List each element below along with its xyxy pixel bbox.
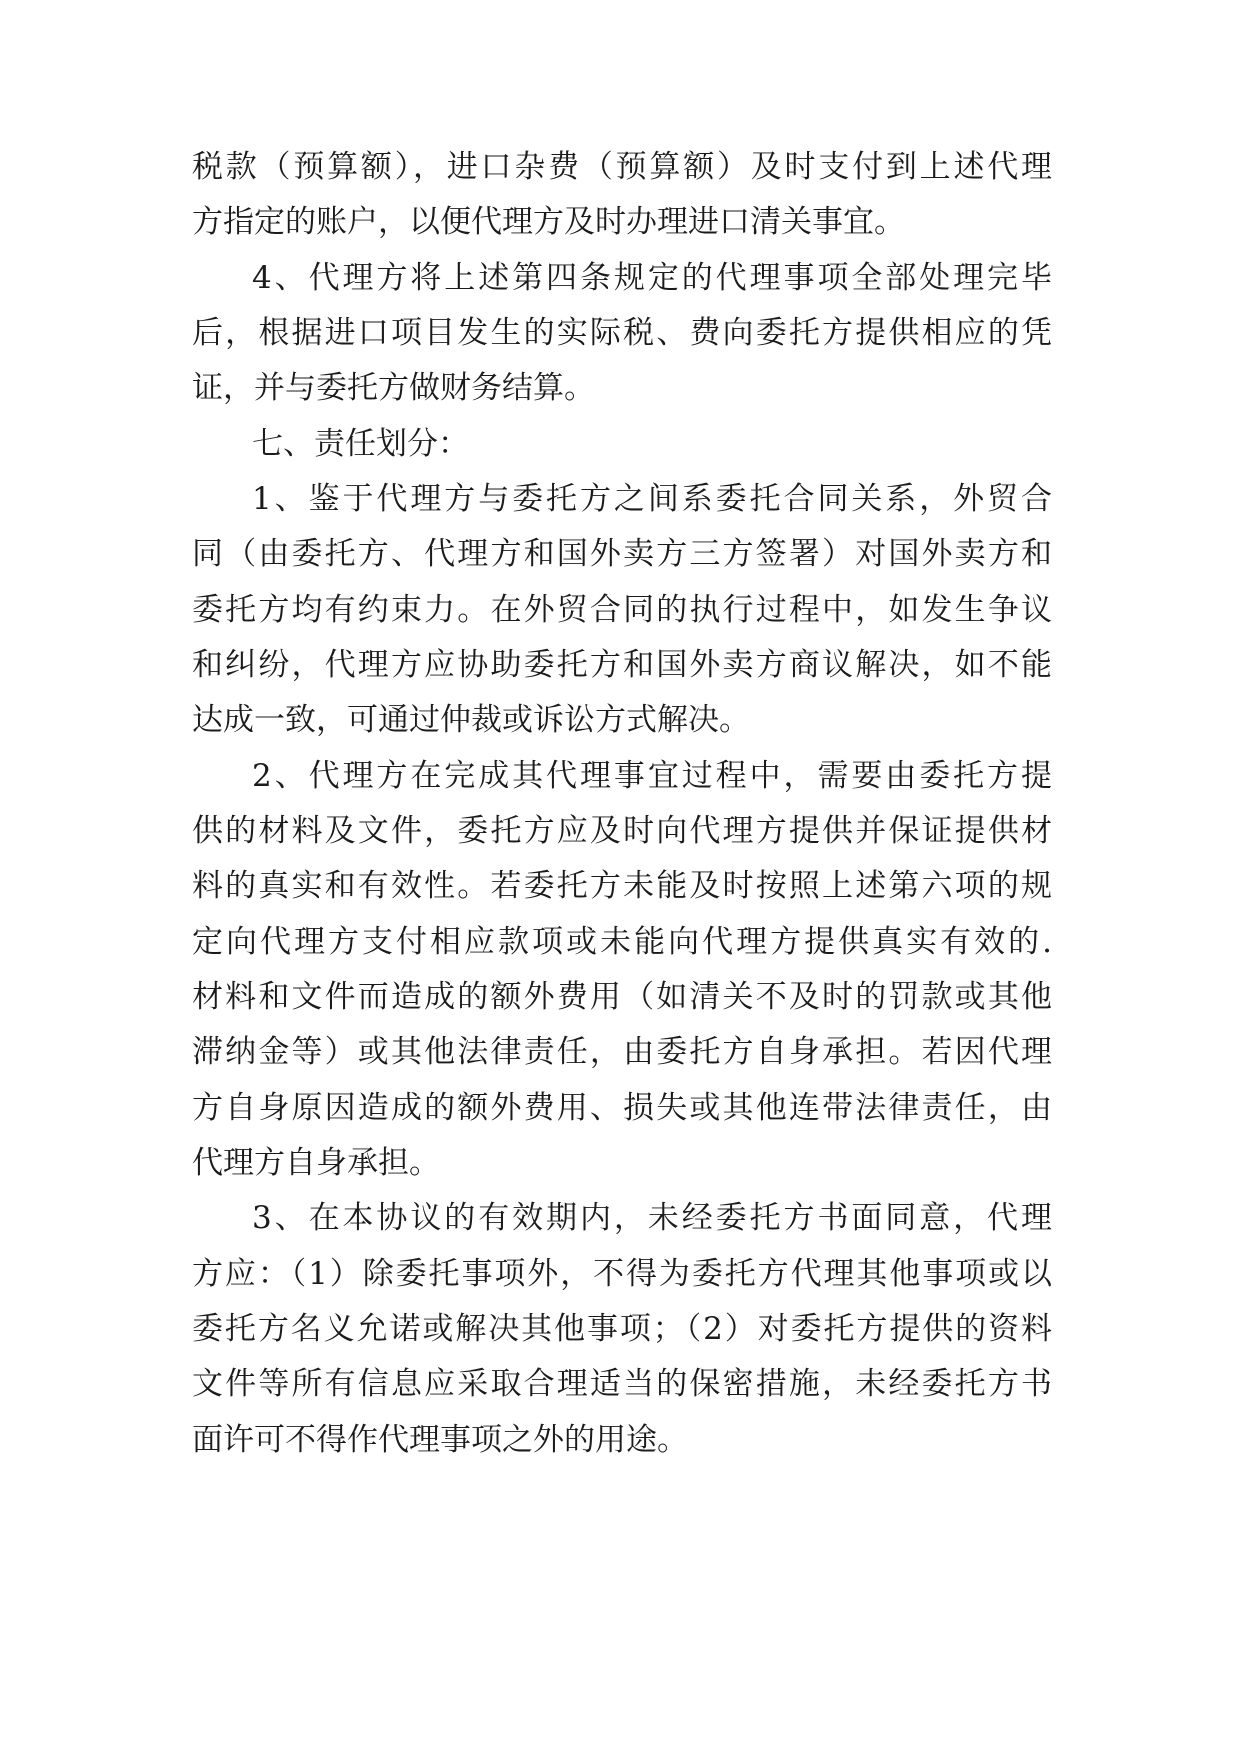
section-heading: 七、责任划分： [252,426,469,462]
paragraph-start-line: 4、代理方将上述第四条规定的代理事项全部处理完毕 [252,260,1052,296]
text-line: 委托方均有约束力。在外贸合同的执行过程中，如发生争议 [192,592,1052,628]
text-line: 方指定的账户，以便代理方及时办理进口清关事宜。 [192,204,905,240]
text-line: 后，根据进口项目发生的实际税、费向委托方提供相应的凭 [192,315,1052,351]
text-line: 面许可不得作代理事项之外的用途。 [192,1422,688,1458]
text-line: 方自身原因造成的额外费用、损失或其他连带法律责任，由 [192,1090,1052,1126]
text-line: 材料和文件而造成的额外费用（如清关不及时的罚款或其他 [192,979,1052,1015]
paragraph-start-line: 3、在本协议的有效期内，未经委托方书面同意，代理 [252,1200,1052,1236]
text-line: 同（由委托方、代理方和国外卖方三方签署）对国外卖方和 [192,536,1052,572]
text-line: 供的材料及文件，委托方应及时向代理方提供并保证提供材 [192,813,1052,849]
text-line: 滞纳金等）或其他法律责任，由委托方自身承担。若因代理 [192,1034,1052,1070]
text-line: 税款（预算额），进口杂费（预算额）及时支付到上述代理 [192,149,1052,185]
paragraph-start-line: 1、鉴于代理方与委托方之间系委托合同关系，外贸合 [252,481,1052,517]
text-line: 证，并与委托方做财务结算。 [192,370,595,406]
text-line: 料的真实和有效性。若委托方未能及时按照上述第六项的规 [192,868,1052,904]
text-line: 方应：（1）除委托事项外，不得为委托方代理其他事项或以 [192,1256,1052,1292]
text-line: 和纠纷，代理方应协助委托方和国外卖方商议解决，如不能 [192,647,1052,683]
paragraph-start-line: 2、代理方在完成其代理事宜过程中，需要由委托方提 [252,758,1052,794]
text-line: 委托方名义允诺或解决其他事项；（2）对委托方提供的资料 [192,1311,1052,1347]
text-line: 文件等所有信息应采取合理适当的保密措施，未经委托方书 [192,1366,1052,1402]
text-line: 达成一致，可通过仲裁或诉讼方式解决。 [192,702,750,738]
text-line: 代理方自身承担。 [192,1145,440,1181]
text-line: 定向代理方支付相应款项或未能向代理方提供真实有效的. [192,924,1052,960]
